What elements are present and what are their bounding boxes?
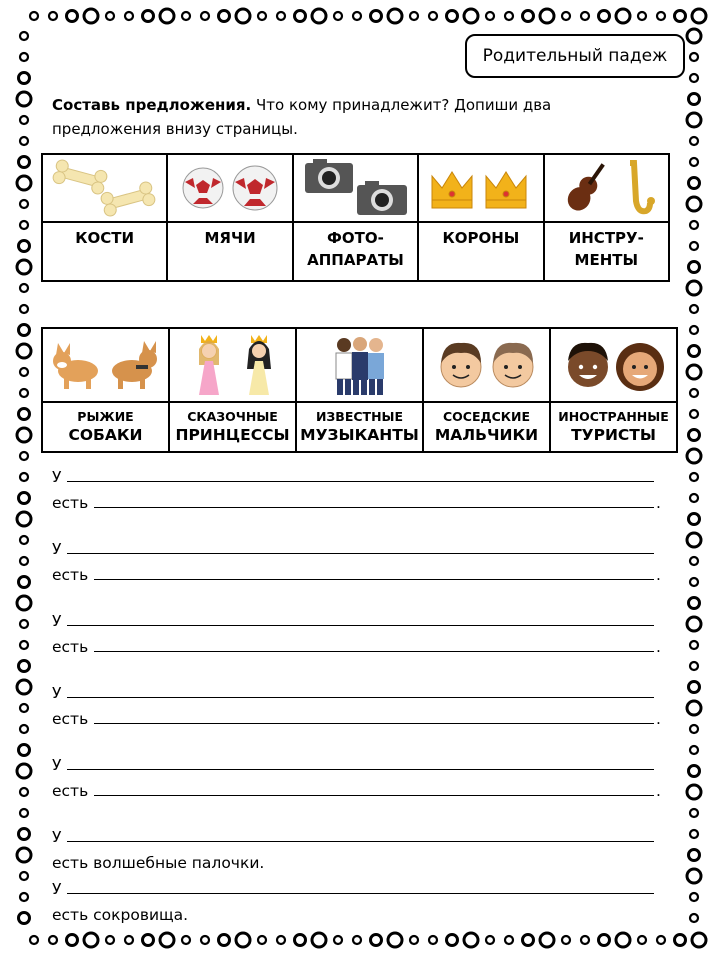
- border-ring: [17, 428, 31, 442]
- border-ring: [334, 936, 342, 944]
- border-ring: [295, 935, 306, 946]
- border-ring: [143, 11, 154, 22]
- border-ring: [19, 493, 30, 504]
- border-ring: [67, 935, 78, 946]
- border-ring: [20, 200, 28, 208]
- border-ring: [599, 935, 610, 946]
- border-ring: [690, 893, 698, 901]
- instructions: [52, 93, 612, 141]
- border-ring: [30, 936, 38, 944]
- border-ring: [20, 284, 28, 292]
- objects-label-1: МЯЧИ: [167, 222, 292, 281]
- final-sentence-wands: есть волшебные палочки.: [52, 854, 265, 872]
- border-ring: [690, 53, 698, 61]
- owners-cell-dogs: [42, 328, 169, 402]
- border-ring: [690, 158, 698, 166]
- border-ring: [20, 137, 28, 145]
- border-ring: [616, 9, 630, 23]
- border-ring: [687, 281, 701, 295]
- musicians-icon: [300, 333, 420, 397]
- border-ring: [690, 725, 698, 733]
- page-title: Родительный падеж: [465, 34, 685, 78]
- border-ring: [690, 578, 698, 586]
- border-ring: [616, 933, 630, 947]
- border-ring: [690, 389, 698, 397]
- border-ring: [20, 32, 28, 40]
- border-ring: [692, 933, 706, 947]
- border-ring: [143, 935, 154, 946]
- instructions-text: Что кому принадлежит? Допиши два предложения внизу страницы.: [52, 96, 552, 138]
- owner-line[interactable]: У: [52, 820, 662, 846]
- border-ring: [17, 848, 31, 862]
- border-ring: [562, 936, 570, 944]
- border-ring: [19, 241, 30, 252]
- border-ring: [84, 933, 98, 947]
- owners-label-0: РЫЖИЕ СОБАКИ: [42, 402, 169, 452]
- border-ring: [258, 12, 266, 20]
- border-ring: [689, 766, 700, 777]
- border-ring: [17, 596, 31, 610]
- border-ring: [20, 473, 28, 481]
- border-ring: [17, 176, 31, 190]
- border-ring: [19, 661, 30, 672]
- owners-label-1: СКАЗОЧНЫЕ ПРИНЦЕССЫ: [169, 402, 296, 452]
- border-ring: [410, 12, 418, 20]
- border-ring: [20, 809, 28, 817]
- border-ring: [20, 620, 28, 628]
- border-ring: [19, 409, 30, 420]
- border-ring: [236, 9, 250, 23]
- border-ring: [410, 936, 418, 944]
- border-ring: [295, 11, 306, 22]
- border-ring: [523, 11, 534, 22]
- border-ring: [201, 12, 209, 20]
- border-ring: [690, 746, 698, 754]
- bone-icon: [50, 157, 160, 219]
- border-ring: [201, 936, 209, 944]
- final-sentence-treasures: есть сокровища.: [52, 906, 189, 924]
- border-ring: [690, 410, 698, 418]
- border-ring: [687, 533, 701, 547]
- border-ring: [690, 473, 698, 481]
- border-ring: [125, 12, 133, 20]
- border-ring: [49, 12, 57, 20]
- possession-line[interactable]: есть .: [52, 494, 661, 512]
- objects-cell-bones: [42, 154, 167, 222]
- border-ring: [690, 809, 698, 817]
- objects-table: [41, 153, 670, 282]
- border-ring: [20, 536, 28, 544]
- border-ring: [690, 305, 698, 313]
- border-ring: [687, 365, 701, 379]
- violin-saxophone-icon: [550, 157, 662, 219]
- border-ring: [334, 12, 342, 20]
- border-ring: [49, 936, 57, 944]
- objects-label-0: КОСТИ: [42, 222, 167, 281]
- border-ring: [687, 449, 701, 463]
- border-ring: [687, 701, 701, 715]
- border-ring: [258, 936, 266, 944]
- border-ring: [277, 12, 285, 20]
- border-ring: [581, 936, 589, 944]
- border-ring: [464, 9, 478, 23]
- border-ring: [690, 914, 698, 922]
- border-ring: [687, 113, 701, 127]
- border-ring: [20, 872, 28, 880]
- owners-label-2: ИЗВЕСТНЫЕ МУЗЫКАНТЫ: [296, 402, 423, 452]
- border-ring: [160, 9, 174, 23]
- owner-line[interactable]: У: [52, 676, 662, 702]
- border-ring: [30, 12, 38, 20]
- border-ring: [20, 305, 28, 313]
- border-ring: [689, 850, 700, 861]
- camera-icon: [299, 157, 411, 219]
- border-ring: [84, 9, 98, 23]
- border-ring: [689, 262, 700, 273]
- border-ring: [388, 933, 402, 947]
- border-ring: [19, 913, 30, 924]
- border-ring: [67, 11, 78, 22]
- princess-icon: [175, 333, 290, 397]
- border-ring: [19, 745, 30, 756]
- border-ring: [687, 197, 701, 211]
- objects-cell-instruments: [544, 154, 669, 222]
- border-ring: [19, 157, 30, 168]
- border-ring: [429, 12, 437, 20]
- border-ring: [690, 326, 698, 334]
- border-ring: [687, 617, 701, 631]
- border-ring: [125, 936, 133, 944]
- border-ring: [675, 935, 686, 946]
- border-ring: [657, 12, 665, 20]
- border-ring: [505, 936, 513, 944]
- owner-line[interactable]: У: [52, 604, 662, 630]
- border-ring: [540, 933, 554, 947]
- border-ring: [219, 11, 230, 22]
- objects-label-2: ФОТО- АППАРАТЫ: [293, 222, 418, 281]
- border-ring: [19, 73, 30, 84]
- border-ring: [17, 680, 31, 694]
- border-ring: [20, 641, 28, 649]
- border-ring: [689, 598, 700, 609]
- border-ring: [692, 9, 706, 23]
- border-ring: [690, 557, 698, 565]
- border-ring: [20, 221, 28, 229]
- owner-line[interactable]: У: [52, 460, 662, 486]
- border-ring: [687, 869, 701, 883]
- border-ring: [236, 933, 250, 947]
- border-ring: [277, 936, 285, 944]
- border-ring: [581, 12, 589, 20]
- owner-line[interactable]: У: [52, 532, 662, 558]
- border-ring: [690, 830, 698, 838]
- border-ring: [20, 557, 28, 565]
- possession-line[interactable]: есть .: [52, 710, 661, 728]
- crown-icon: [426, 160, 536, 216]
- border-ring: [20, 893, 28, 901]
- border-ring: [505, 12, 513, 20]
- possession-line[interactable]: есть .: [52, 638, 661, 656]
- possession-line[interactable]: есть .: [52, 782, 661, 800]
- sentence-writing-area: [52, 460, 662, 924]
- instructions-bold: Составь предложения.: [52, 96, 252, 114]
- corgi-icon: [48, 335, 163, 395]
- border-ring: [675, 11, 686, 22]
- owners-label-4: ИНОСТРАННЫЕ ТУРИСТЫ: [550, 402, 677, 452]
- border-ring: [523, 935, 534, 946]
- border-ring: [464, 933, 478, 947]
- border-ring: [19, 577, 30, 588]
- border-ring: [353, 12, 361, 20]
- border-ring: [429, 936, 437, 944]
- border-ring: [689, 682, 700, 693]
- border-ring: [17, 512, 31, 526]
- border-ring: [690, 641, 698, 649]
- border-ring: [20, 452, 28, 460]
- border-ring: [20, 725, 28, 733]
- border-ring: [312, 9, 326, 23]
- border-ring: [657, 936, 665, 944]
- border-ring: [687, 785, 701, 799]
- border-ring: [690, 221, 698, 229]
- border-ring: [219, 935, 230, 946]
- possession-line[interactable]: есть .: [52, 566, 661, 584]
- border-ring: [690, 74, 698, 82]
- border-ring: [19, 325, 30, 336]
- border-ring: [17, 260, 31, 274]
- border-ring: [20, 389, 28, 397]
- owners-cell-boys: [423, 328, 550, 402]
- owners-cell-princesses: [169, 328, 296, 402]
- objects-cell-balls: [167, 154, 292, 222]
- border-ring: [540, 9, 554, 23]
- border-ring: [689, 178, 700, 189]
- border-ring: [19, 829, 30, 840]
- owners-label-3: СОСЕДСКИЕ МАЛЬЧИКИ: [423, 402, 550, 452]
- border-ring: [17, 344, 31, 358]
- border-ring: [689, 430, 700, 441]
- border-ring: [160, 933, 174, 947]
- border-ring: [689, 346, 700, 357]
- border-ring: [687, 29, 701, 43]
- border-ring: [599, 11, 610, 22]
- border-ring: [689, 514, 700, 525]
- border-ring: [182, 936, 190, 944]
- border-ring: [690, 662, 698, 670]
- border-ring: [106, 12, 114, 20]
- border-ring: [690, 242, 698, 250]
- owner-line[interactable]: У: [52, 872, 662, 898]
- owners-cell-tourists: [550, 328, 677, 402]
- tourist-face-icon: [556, 333, 671, 397]
- objects-label-3: КОРОНЫ: [418, 222, 543, 281]
- border-ring: [562, 12, 570, 20]
- objects-cell-cameras: [293, 154, 418, 222]
- border-ring: [17, 764, 31, 778]
- border-ring: [106, 936, 114, 944]
- border-ring: [17, 92, 31, 106]
- border-ring: [689, 94, 700, 105]
- owners-cell-musicians: [296, 328, 423, 402]
- border-ring: [388, 9, 402, 23]
- border-ring: [486, 12, 494, 20]
- boy-face-icon: [429, 333, 544, 397]
- objects-label-4: ИНСТРУ- МЕНТЫ: [544, 222, 669, 281]
- border-ring: [182, 12, 190, 20]
- border-ring: [371, 935, 382, 946]
- border-ring: [20, 116, 28, 124]
- border-ring: [20, 53, 28, 61]
- border-ring: [353, 936, 361, 944]
- border-ring: [638, 12, 646, 20]
- border-ring: [486, 936, 494, 944]
- border-ring: [690, 494, 698, 502]
- soccer-ball-icon: [175, 160, 285, 216]
- owners-table: [41, 327, 678, 453]
- border-ring: [312, 933, 326, 947]
- objects-cell-crowns: [418, 154, 543, 222]
- border-ring: [447, 935, 458, 946]
- border-ring: [20, 704, 28, 712]
- border-ring: [690, 137, 698, 145]
- border-ring: [20, 788, 28, 796]
- border-ring: [447, 11, 458, 22]
- border-ring: [371, 11, 382, 22]
- border-ring: [20, 368, 28, 376]
- border-ring: [638, 936, 646, 944]
- owner-line[interactable]: У: [52, 748, 662, 774]
